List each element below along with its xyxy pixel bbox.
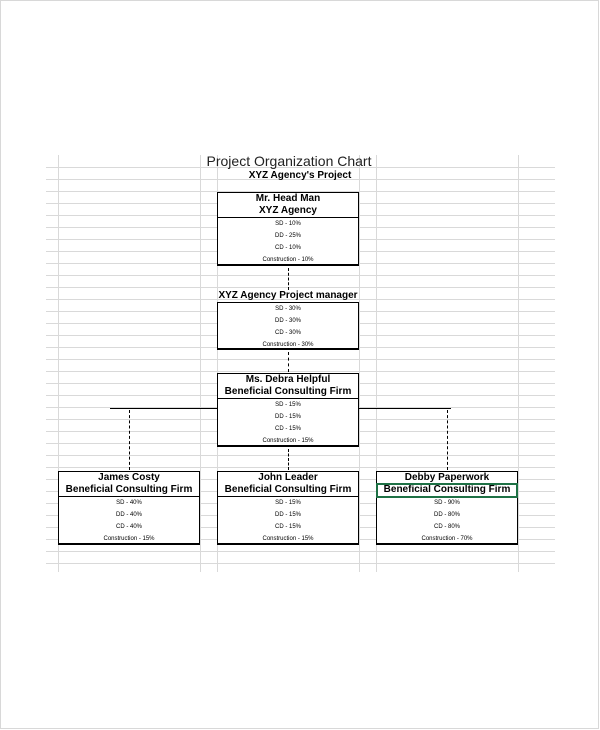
head-man-name: Mr. Head Man xyxy=(255,193,321,204)
team-member-line: Construction - 15% xyxy=(262,536,314,542)
project-manager-line: DD - 30% xyxy=(274,318,301,324)
team-member-line: SD - 40% xyxy=(116,500,142,506)
chart-title: Project Organization Chart xyxy=(206,153,372,169)
team-member-line: CD - 15% xyxy=(274,524,301,530)
team-member-line: SD - 90% xyxy=(434,500,460,506)
team-member-org: Beneficial Consulting Firm xyxy=(59,484,199,497)
team-member-box-john[interactable] xyxy=(217,471,359,545)
project-manager-line: Construction - 30% xyxy=(262,342,314,348)
lead-org: Beneficial Consulting Firm xyxy=(218,386,358,399)
team-member-line: CD - 40% xyxy=(115,524,142,530)
connector-to-right-member xyxy=(447,410,448,470)
team-member-org: Beneficial Consulting Firm xyxy=(218,484,358,497)
connector-left-branch xyxy=(110,408,217,409)
head-man-line: Construction - 10% xyxy=(262,257,314,263)
lead-line: DD - 15% xyxy=(274,414,301,420)
lead-line: CD - 15% xyxy=(274,426,301,432)
team-member-line: CD - 80% xyxy=(433,524,460,530)
team-member-line: DD - 15% xyxy=(274,512,301,518)
lead-box[interactable] xyxy=(217,373,359,447)
team-member-name: James Costy xyxy=(98,472,160,483)
chart-subtitle: XYZ Agency's Project xyxy=(248,170,352,181)
team-member-name: Debby Paperwork xyxy=(404,472,490,483)
team-member-line: Construction - 70% xyxy=(421,536,473,542)
project-manager-box[interactable] xyxy=(217,302,359,350)
team-member-box-james[interactable] xyxy=(58,471,200,545)
head-man-line: SD - 10% xyxy=(275,221,301,227)
selected-cell[interactable] xyxy=(377,484,517,497)
fill-handle[interactable] xyxy=(516,495,517,497)
team-member-line: Construction - 15% xyxy=(103,536,155,542)
connector-head-manager xyxy=(288,268,289,290)
project-manager-line: SD - 30% xyxy=(275,306,301,312)
lead-name: Ms. Debra Helpful xyxy=(245,374,331,385)
lead-line: Construction - 15% xyxy=(262,438,314,444)
head-man-line: DD - 25% xyxy=(274,233,301,239)
team-member-org: Beneficial Consulting Firm xyxy=(383,484,511,495)
team-member-line: DD - 80% xyxy=(433,512,460,518)
team-member-box-debby[interactable] xyxy=(376,471,518,545)
connector-manager-lead xyxy=(288,352,289,372)
team-member-line: SD - 15% xyxy=(275,500,301,506)
head-man-line: CD - 10% xyxy=(274,245,301,251)
team-member-line: DD - 40% xyxy=(115,512,142,518)
connector-to-center-member xyxy=(288,449,289,470)
connector-right-branch xyxy=(359,408,451,409)
lead-line: SD - 15% xyxy=(275,402,301,408)
head-man-box[interactable] xyxy=(217,192,359,266)
connector-to-left-member xyxy=(129,410,130,470)
project-manager-line: CD - 30% xyxy=(274,330,301,336)
team-member-name: John Leader xyxy=(258,472,318,483)
head-man-org: XYZ Agency xyxy=(218,205,358,218)
project-manager-label: XYZ Agency Project manager xyxy=(218,290,358,301)
